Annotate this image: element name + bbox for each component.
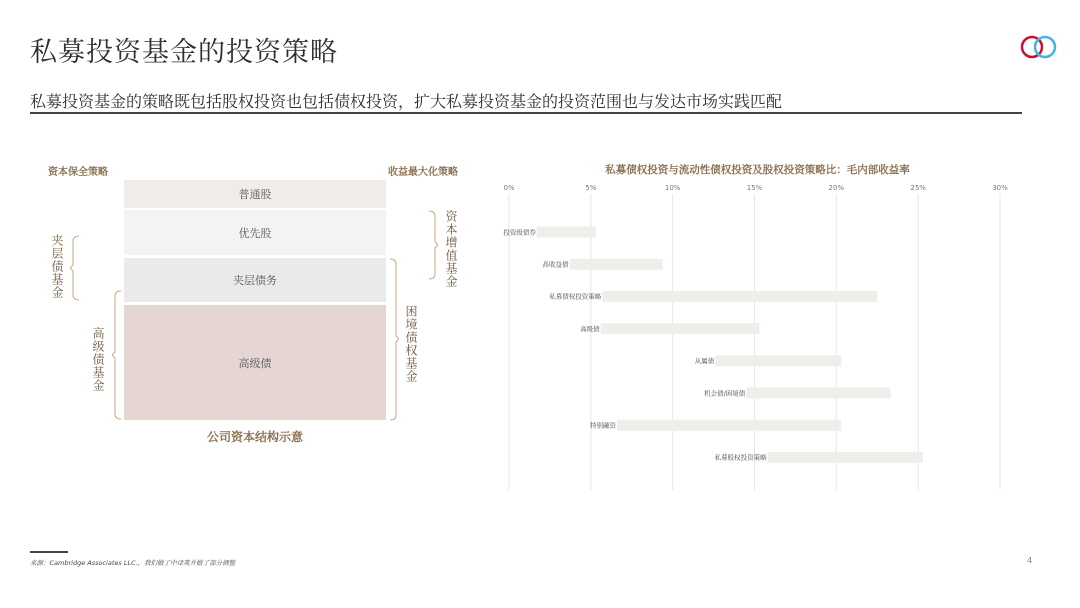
chart-title: 私募债权投资与流动性债权投资及股权投资策略比：毛内部收益率 bbox=[605, 164, 910, 176]
range-bar bbox=[537, 227, 596, 238]
x-tick-label: 30% bbox=[992, 184, 1008, 192]
appreciation-fund-label: 资本增值基金 bbox=[444, 210, 458, 288]
category-label: 高级债 bbox=[580, 324, 600, 333]
layer-preferred-equity: 优先股 bbox=[124, 210, 386, 255]
layer-common-equity: 普通股 bbox=[124, 180, 386, 208]
page-subtitle: 私募投资基金的策略既包括股权投资也包括债权投资，扩大私募投资基金的投资范围也与发达市场实践匹配 bbox=[30, 92, 783, 111]
senior-fund-bracket bbox=[112, 290, 122, 420]
source-footnote: 来源：Cambridge Associates LLC.，我们做了中译英并做了部分调整 bbox=[30, 559, 236, 567]
x-tick-label: 25% bbox=[910, 184, 926, 192]
x-tick-label: 5% bbox=[585, 184, 597, 192]
senior-fund-label: 高级债基金 bbox=[91, 327, 105, 392]
category-label: 机会债/困境债 bbox=[704, 389, 746, 398]
layer-mezzanine-debt: 夹层债务 bbox=[124, 258, 386, 302]
category-label: 私募股权投资策略 bbox=[714, 453, 767, 462]
range-bar bbox=[602, 291, 877, 302]
page-number: 4 bbox=[1027, 556, 1033, 565]
range-bar bbox=[746, 388, 890, 399]
x-tick-label: 15% bbox=[746, 184, 763, 192]
range-bar bbox=[715, 355, 841, 366]
range-bar bbox=[768, 452, 923, 463]
irr-range-chart bbox=[480, 180, 1040, 500]
mezzanine-fund-bracket bbox=[70, 235, 80, 301]
mezzanine-fund-label: 夹层债基金 bbox=[50, 234, 64, 299]
structure-caption: 公司资本结构示意 bbox=[206, 430, 303, 444]
x-tick-label: 20% bbox=[828, 184, 845, 192]
capital-preservation-header: 资本保全策略 bbox=[48, 167, 108, 178]
category-label: 私募债权投资策略 bbox=[549, 292, 602, 301]
x-tick-label: 0% bbox=[503, 184, 515, 192]
category-label: 从属债 bbox=[694, 357, 715, 366]
header-divider bbox=[30, 112, 1022, 114]
brand-logo bbox=[1018, 33, 1060, 61]
footer-divider bbox=[30, 551, 68, 553]
layer-senior-debt: 高级债 bbox=[124, 305, 386, 420]
range-bar bbox=[617, 420, 841, 431]
category-label: 高收益债 bbox=[542, 260, 569, 269]
return-maximization-header: 收益最大化策略 bbox=[388, 167, 458, 178]
category-label: 特别融资 bbox=[590, 421, 617, 430]
distressed-fund-bracket bbox=[389, 258, 399, 421]
category-label: 投资级债券 bbox=[503, 228, 536, 237]
range-bar bbox=[570, 259, 663, 270]
distressed-fund-label: 困境债权基金 bbox=[404, 305, 418, 383]
x-tick-label: 10% bbox=[664, 184, 681, 192]
appreciation-fund-bracket bbox=[428, 210, 438, 280]
page-title: 私募投资基金的投资策略 bbox=[30, 37, 338, 68]
range-bar bbox=[601, 323, 760, 334]
